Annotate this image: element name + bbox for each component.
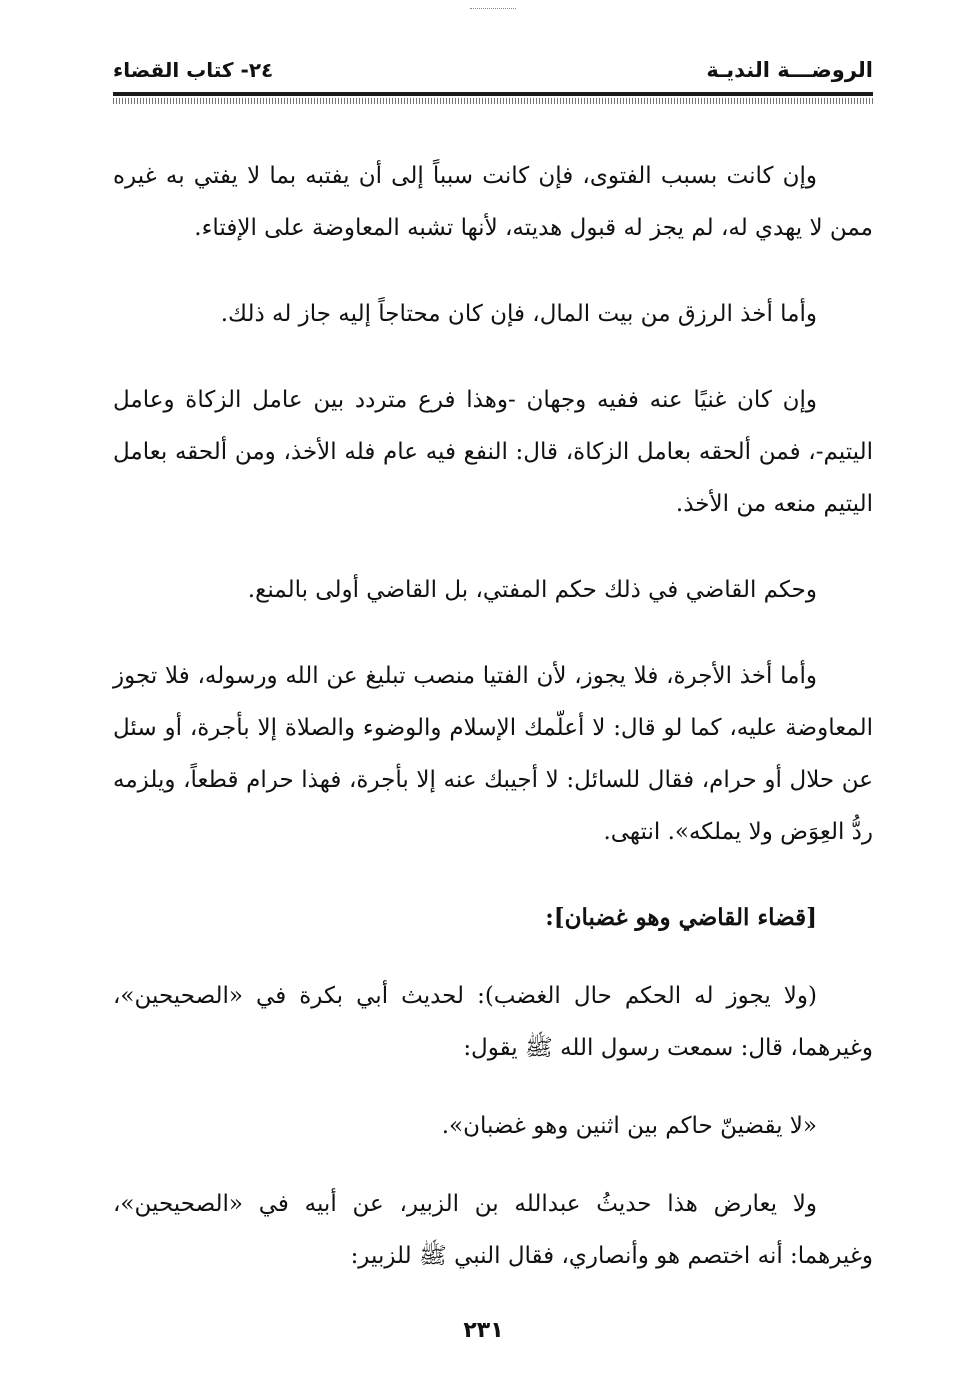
paragraph: ولا يعارض هذا حديثُ عبدالله بن الزبير، عن أبيه في «الصحيحين»، وغيرهما: أنه اختصم هو وأنصاري، فقال النبي ﷺ للزبير:: [113, 1191, 873, 1269]
paragraph: وحكم القاضي في ذلك حكم المفتي، بل القاضي أولى بالمنع.: [247, 577, 817, 603]
paragraph: وإن كانت بسبب الفتوى، فإن كانت سبباً إلى أن يفتبه بما لا يفتي به غيره ممن لا يهدي له، لم يجز له قبول هديته، لأنها تشبه المعاوضة على الإفتاء.: [113, 163, 873, 241]
running-header: [113, 52, 873, 92]
book-title: الروضـــة النديـة: [706, 58, 873, 82]
header-rule: [113, 92, 873, 96]
paragraph: وإن كان غنيًا عنه ففيه وجهان -وهذا فرع متردد بين عامل الزكاة وعامل اليتيم-، فمن ألحقه بعامل الزكاة، قال: النفع فيه عام فله الأخذ، ومن ألحقه بعامل اليتيم منعه من الأخذ.: [113, 387, 873, 517]
header-rule-hatched: [113, 98, 873, 104]
paragraph: (ولا يجوز له الحكم حال الغضب): لحديث أبي بكرة في «الصحيحين»، وغيرهما، قال: سمعت رسول الله ﷺ يقول:: [113, 983, 873, 1061]
page-body: [113, 150, 873, 1316]
top-edge-mark: [470, 8, 516, 9]
hadith-quote: «لا يقضينّ حاكم بين اثنين وهو غضبان».: [441, 1113, 817, 1139]
paragraph: وأما أخذ الرزق من بيت المال، فإن كان محتاجاً إليه جاز له ذلك.: [220, 301, 817, 327]
chapter-title: ٢٤- كتاب القضاء: [113, 58, 274, 82]
paragraph: وأما أخذ الأجرة، فلا يجوز، لأن الفتيا منصب تبليغ عن الله ورسوله، فلا تجوز المعاوضة عليه، كما لو قال: لا أعلّمك الإسلام والوضوء والصلاة إلا بأجرة، أو سئل عن حلال أو حرام، فقال للسائل: لا أجيبك عنه إلا بأجرة، فهذا حرام قطعاً، ويلزمه ردُّ العِوَض ولا يملكه». انتهى.: [113, 663, 873, 845]
page-number: ٢٣١: [463, 1318, 504, 1343]
section-heading: [قضاء القاضي وهو غضبان]:: [545, 904, 817, 931]
